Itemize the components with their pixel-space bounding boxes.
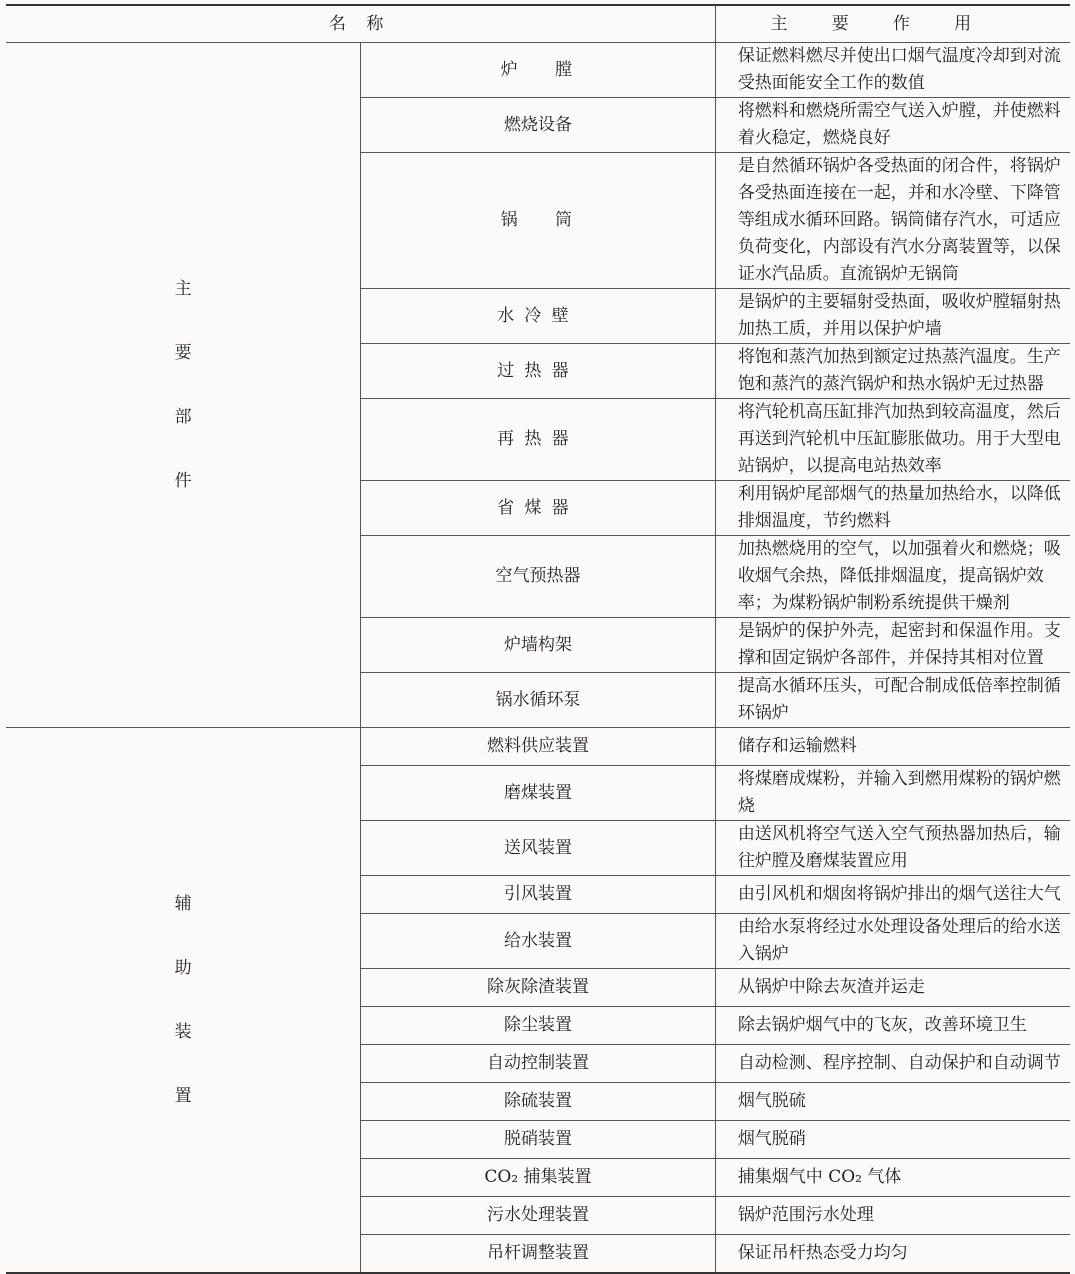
table-row [6, 728, 1070, 766]
component-name: 锅水循环泵 [361, 673, 716, 728]
component-name: 燃烧设备 [361, 98, 716, 153]
category-cell [6, 728, 361, 1273]
component-function: 烟气脱硝 [715, 1121, 1070, 1159]
component-function: 加热燃烧用的空气，以加强着火和燃烧；吸收烟气余热，降低排烟温度，提高锅炉效率；为煤粉锅炉制粉系统提供干燥剂 [715, 536, 1070, 618]
component-name: 省煤器 [361, 481, 716, 536]
component-name: 引风装置 [361, 876, 716, 914]
component-name: CO₂ 捕集装置 [361, 1159, 716, 1197]
component-name: 给水装置 [361, 914, 716, 969]
component-name: 炉膛 [361, 43, 716, 98]
component-name: 除尘装置 [361, 1007, 716, 1045]
component-name: 吊杆调整装置 [361, 1235, 716, 1273]
component-function: 将饱和蒸汽加热到额定过热蒸汽温度。生产饱和蒸汽的蒸汽锅炉和热水锅炉无过热器 [715, 344, 1070, 399]
component-function: 自动检测、程序控制、自动保护和自动调节 [715, 1045, 1070, 1083]
component-function: 烟气脱硫 [715, 1083, 1070, 1121]
category-cell [6, 43, 361, 728]
component-name: 锅筒 [361, 153, 716, 289]
component-name: 除硫装置 [361, 1083, 716, 1121]
component-name: 脱硝装置 [361, 1121, 716, 1159]
header-function: 主要作用 [715, 5, 1070, 43]
component-function: 将汽轮机高压缸排汽加热到较高温度，然后再送到汽轮机中压缸膨胀做功。用于大型电站锅炉，以提高电站热效率 [715, 399, 1070, 481]
component-name: 送风装置 [361, 821, 716, 876]
component-function: 由送风机将空气送入空气预热器加热后，输往炉膛及磨煤装置应用 [715, 821, 1070, 876]
component-function: 除去锅炉烟气中的飞灰，改善环境卫生 [715, 1007, 1070, 1045]
component-name: 自动控制装置 [361, 1045, 716, 1083]
component-function: 将煤磨成煤粉，并输入到燃用煤粉的锅炉燃烧 [715, 766, 1070, 821]
component-function: 将燃料和燃烧所需空气送入炉膛，并使燃料着火稳定，燃烧良好 [715, 98, 1070, 153]
table-row [6, 43, 1070, 98]
boiler-components-table [6, 4, 1070, 1274]
table-body [6, 43, 1070, 1273]
component-function: 提高水循环压头，可配合制成低倍率控制循环锅炉 [715, 673, 1070, 728]
component-function: 由引风机和烟囱将锅炉排出的烟气送往大气 [715, 876, 1070, 914]
component-function: 由给水泵将经过水处理设备处理后的给水送入锅炉 [715, 914, 1070, 969]
component-function: 利用锅炉尾部烟气的热量加热给水，以降低排烟温度，节约燃料 [715, 481, 1070, 536]
category-label: 辅助装置 [174, 893, 192, 1106]
category-label: 主要部件 [174, 279, 192, 491]
component-name: 炉墙构架 [361, 618, 716, 673]
component-name: 再热器 [361, 399, 716, 481]
component-function: 从锅炉中除去灰渣并运走 [715, 969, 1070, 1007]
component-name: 污水处理装置 [361, 1197, 716, 1235]
component-function: 是锅炉的保护外壳，起密封和保温作用。支撑和固定锅炉各部件，并保持其相对位置 [715, 618, 1070, 673]
component-name: 空气预热器 [361, 536, 716, 618]
component-function: 捕集烟气中 CO₂ 气体 [715, 1159, 1070, 1197]
component-name: 磨煤装置 [361, 766, 716, 821]
table-header-row [6, 5, 1070, 43]
component-function: 锅炉范围污水处理 [715, 1197, 1070, 1235]
header-name: 名称 [6, 5, 715, 43]
component-name: 过热器 [361, 344, 716, 399]
component-function: 是锅炉的主要辐射受热面，吸收炉膛辐射热加热工质，并用以保护炉墙 [715, 289, 1070, 344]
component-function: 保证燃料燃尽并使出口烟气温度冷却到对流受热面能安全工作的数值 [715, 43, 1070, 98]
component-function: 储存和运输燃料 [715, 728, 1070, 766]
component-name: 除灰除渣装置 [361, 969, 716, 1007]
component-function: 是自然循环锅炉各受热面的闭合件，将锅炉各受热面连接在一起，并和水冷壁、下降管等组成水循环回路。锅筒储存汽水，可适应负荷变化，内部设有汽水分离装置等，以保证水汽品质。直流锅炉无锅筒 [715, 153, 1070, 289]
component-name: 燃料供应装置 [361, 728, 716, 766]
component-name: 水冷壁 [361, 289, 716, 344]
component-function: 保证吊杆热态受力均匀 [715, 1235, 1070, 1273]
